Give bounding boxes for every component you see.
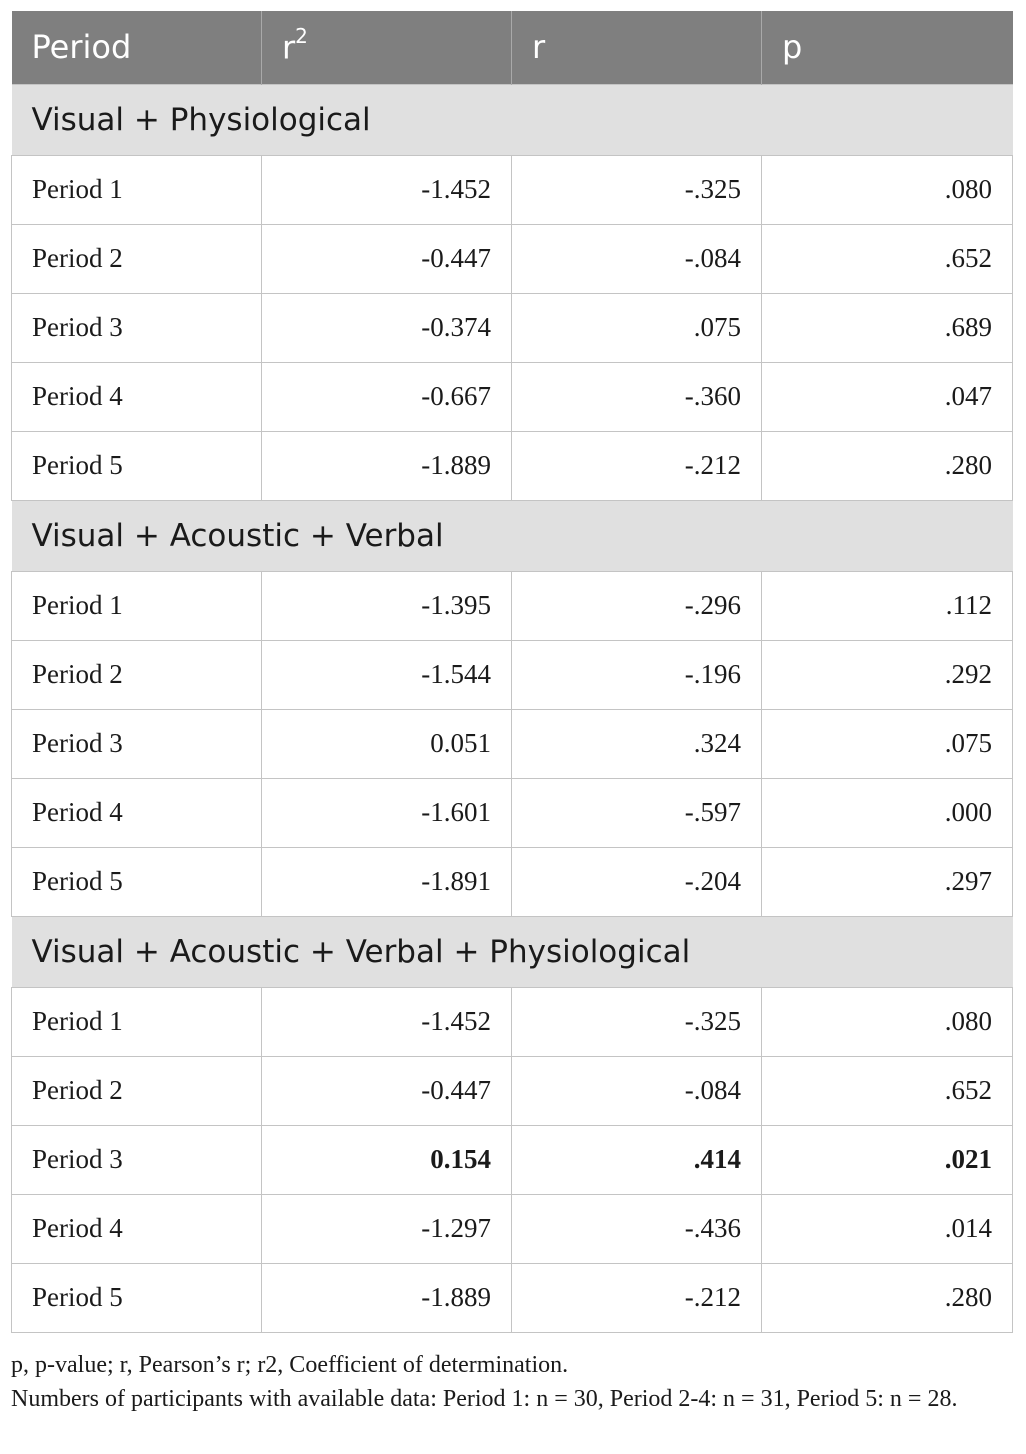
table-row xyxy=(12,640,1013,709)
cell-r2: -1.891 xyxy=(262,847,512,916)
cell-p: .292 xyxy=(762,640,1013,709)
cell-p: .021 xyxy=(762,1125,1013,1194)
cell-r2: 0.154 xyxy=(262,1125,512,1194)
results-table-container xyxy=(11,11,1012,1333)
table-row xyxy=(12,778,1013,847)
cell-r: -.084 xyxy=(512,224,762,293)
table-row xyxy=(12,224,1013,293)
cell-r: -.196 xyxy=(512,640,762,709)
cell-period: Period 3 xyxy=(12,293,262,362)
table-row xyxy=(12,1263,1013,1332)
cell-p: .689 xyxy=(762,293,1013,362)
cell-r: -.212 xyxy=(512,431,762,500)
cell-period: Period 2 xyxy=(12,224,262,293)
header-period: Period xyxy=(12,11,262,84)
cell-r: -.597 xyxy=(512,778,762,847)
table-header xyxy=(12,11,1013,84)
group-header-row xyxy=(12,500,1013,571)
note-participants: Numbers of participants with available data: Period 1: n = 30, Period 2-4: n = 31, Period 5: n = 28. xyxy=(11,1386,958,1412)
cell-period: Period 5 xyxy=(12,431,262,500)
cell-r2: -1.452 xyxy=(262,155,512,224)
cell-period: Period 5 xyxy=(12,1263,262,1332)
cell-r: .414 xyxy=(512,1125,762,1194)
table-row xyxy=(12,362,1013,431)
note-abbreviations: p, p-value; r, Pearson’s r; r2, Coefficient of determination. xyxy=(11,1352,569,1378)
table-row xyxy=(12,987,1013,1056)
cell-r2: -0.667 xyxy=(262,362,512,431)
header-r2 xyxy=(262,11,512,84)
cell-period: Period 5 xyxy=(12,847,262,916)
group-header-row xyxy=(12,84,1013,155)
cell-r: -.204 xyxy=(512,847,762,916)
cell-p: .280 xyxy=(762,1263,1013,1332)
cell-p: .297 xyxy=(762,847,1013,916)
cell-period: Period 2 xyxy=(12,640,262,709)
cell-r: .075 xyxy=(512,293,762,362)
table-row xyxy=(12,1056,1013,1125)
cell-period: Period 3 xyxy=(12,1125,262,1194)
table-row xyxy=(12,293,1013,362)
group-title: Visual + Acoustic + Verbal xyxy=(12,500,1013,571)
cell-r: -.296 xyxy=(512,571,762,640)
cell-p: .112 xyxy=(762,571,1013,640)
cell-p: .014 xyxy=(762,1194,1013,1263)
cell-r: -.325 xyxy=(512,987,762,1056)
cell-r: -.360 xyxy=(512,362,762,431)
cell-r2: -1.601 xyxy=(262,778,512,847)
cell-period: Period 2 xyxy=(12,1056,262,1125)
cell-r: -.084 xyxy=(512,1056,762,1125)
cell-p: .000 xyxy=(762,778,1013,847)
cell-period: Period 4 xyxy=(12,1194,262,1263)
cell-period: Period 4 xyxy=(12,362,262,431)
cell-period: Period 3 xyxy=(12,709,262,778)
cell-p: .280 xyxy=(762,431,1013,500)
cell-p: .652 xyxy=(762,224,1013,293)
cell-r2: -1.889 xyxy=(262,431,512,500)
cell-p: .075 xyxy=(762,709,1013,778)
header-p: p xyxy=(762,11,1013,84)
table-notes xyxy=(11,1348,1015,1416)
table-row xyxy=(12,1194,1013,1263)
table-row xyxy=(12,155,1013,224)
cell-r: -.436 xyxy=(512,1194,762,1263)
header-r2-sup: 2 xyxy=(295,23,308,48)
table-row xyxy=(12,1125,1013,1194)
cell-p: .047 xyxy=(762,362,1013,431)
table-row xyxy=(12,709,1013,778)
cell-r: -.212 xyxy=(512,1263,762,1332)
cell-r2: -1.889 xyxy=(262,1263,512,1332)
table-row xyxy=(12,431,1013,500)
table-row xyxy=(12,571,1013,640)
table-body xyxy=(12,84,1013,1332)
cell-period: Period 4 xyxy=(12,778,262,847)
cell-period: Period 1 xyxy=(12,987,262,1056)
cell-p: .652 xyxy=(762,1056,1013,1125)
cell-r2: -0.374 xyxy=(262,293,512,362)
group-header-row xyxy=(12,916,1013,987)
cell-r2: -0.447 xyxy=(262,224,512,293)
cell-r2: -1.395 xyxy=(262,571,512,640)
cell-period: Period 1 xyxy=(12,571,262,640)
table-row xyxy=(12,847,1013,916)
cell-r2: -1.544 xyxy=(262,640,512,709)
cell-r: .324 xyxy=(512,709,762,778)
cell-r2: -1.452 xyxy=(262,987,512,1056)
cell-p: .080 xyxy=(762,155,1013,224)
cell-r2: 0.051 xyxy=(262,709,512,778)
cell-r: -.325 xyxy=(512,155,762,224)
header-r: r xyxy=(512,11,762,84)
results-table xyxy=(11,11,1013,1333)
group-title: Visual + Acoustic + Verbal + Physiological xyxy=(12,916,1013,987)
header-r2-base: r xyxy=(282,28,296,67)
cell-p: .080 xyxy=(762,987,1013,1056)
cell-r2: -1.297 xyxy=(262,1194,512,1263)
group-title: Visual + Physiological xyxy=(12,84,1013,155)
cell-period: Period 1 xyxy=(12,155,262,224)
cell-r2: -0.447 xyxy=(262,1056,512,1125)
